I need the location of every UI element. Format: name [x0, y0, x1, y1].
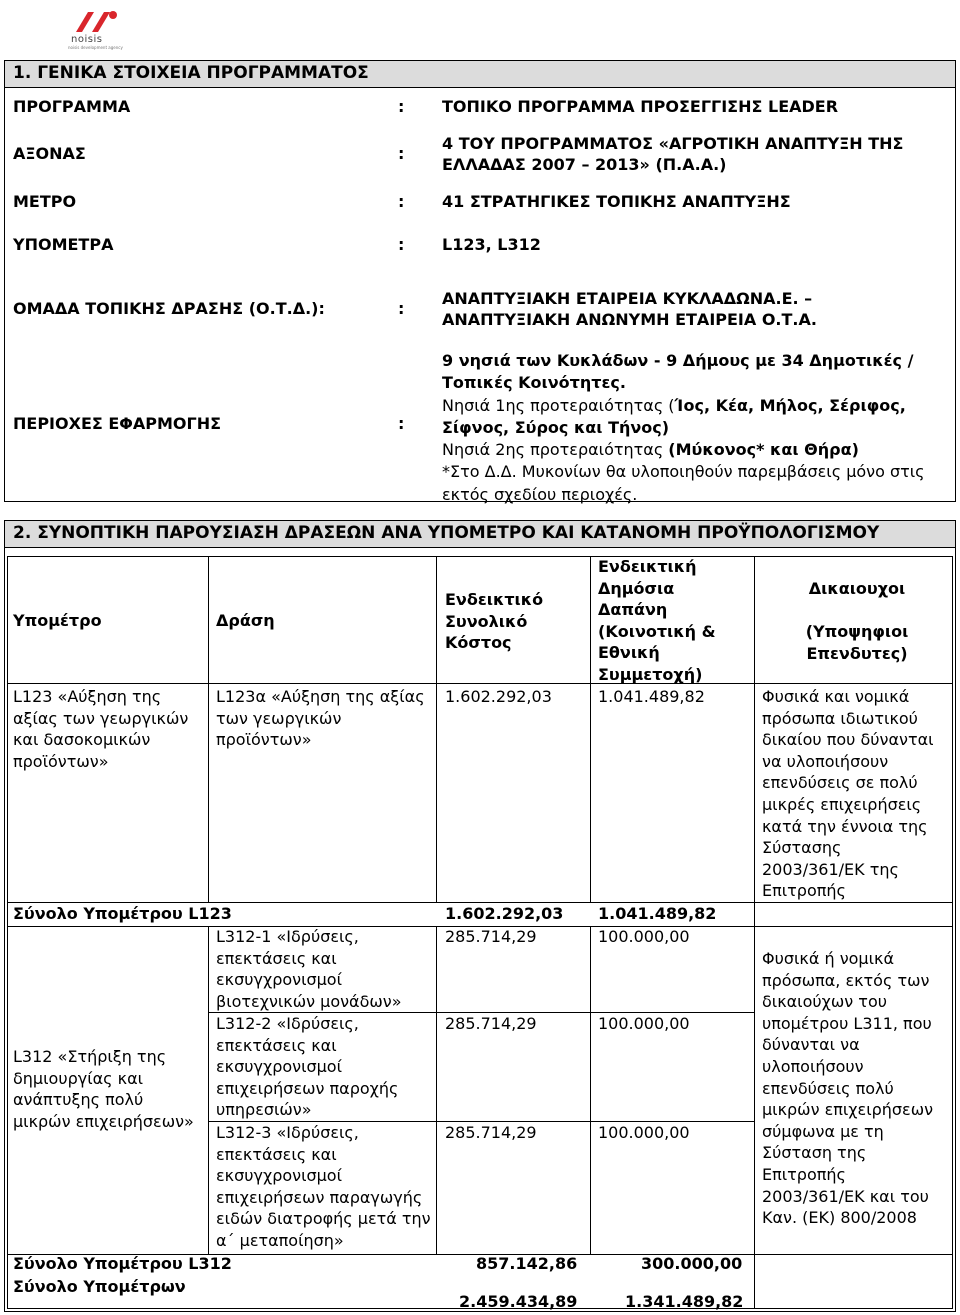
- text-line: κατά την έννοια της: [762, 816, 928, 836]
- text-line: L123α «Αύξηση της αξίας: [216, 687, 425, 706]
- text-line: μικρές επιχειρήσεις: [762, 794, 922, 814]
- value-submeasures: L123, L312: [442, 235, 541, 254]
- value-lag-line2: ΑΝΑΠΤΥΞΙΑΚΗ ΑΝΩΝΥΜΗ ΕΤΑΙΡΕΙΑ Ο.Τ.Α.: [442, 310, 817, 329]
- header-action: Δράση: [216, 611, 275, 630]
- label-program: ΠΡΟΓΡΑΜΜΑ: [13, 97, 131, 116]
- l312-2-action: [216, 1013, 398, 1121]
- text-line: βιοτεχνικών μονάδων»: [216, 991, 402, 1011]
- sep-lag: :: [398, 299, 405, 318]
- area-note-line2: εκτός σχεδίου περιοχές.: [442, 484, 638, 504]
- priority2-islands: (Μύκονος* και Θήρα): [668, 440, 859, 460]
- header-submeasure: Υπομέτρο: [13, 611, 102, 630]
- l123-subtotal-cost: 1.602.292,03: [445, 904, 564, 923]
- l312-beneficiaries: [762, 948, 933, 1229]
- header-beneficiaries-line: (Υποψηφιοι: [805, 622, 909, 642]
- sep-area: :: [398, 414, 405, 433]
- text-line: α΄ μεταποίηση»: [216, 1230, 344, 1250]
- header-public-expense: [598, 556, 716, 686]
- text-line: δημιουργίας και: [13, 1068, 144, 1088]
- label-lag: ΟΜΑΔΑ ΤΟΠΙΚΗΣ ΔΡΑΣΗΣ (Ο.Τ.Δ.):: [13, 299, 325, 318]
- text-line: αξίας των γεωργικών: [13, 708, 189, 728]
- priority1-text: Νησιά 1ης προτεραιότητας (: [442, 395, 675, 415]
- text-line: μικρών επιχειρήσεων»: [13, 1111, 194, 1131]
- value-program: ΤΟΠΙΚΟ ΠΡΟΓΡΑΜΜΑ ΠΡΟΣΕΓΓΙΣΗΣ LEADER: [442, 97, 839, 116]
- header-total-cost-line: Συνολικό: [445, 611, 528, 631]
- sep-program: :: [398, 97, 405, 116]
- area-note-line1: *Στο Δ.Δ. Μυκονίων θα υλοποιηθούν παρεμβάσεις μόνο στις: [442, 462, 925, 482]
- priority2-text: Νησιά 2ης προτεραιότητας: [442, 440, 669, 460]
- text-line: υπηρεσιών»: [216, 1100, 312, 1120]
- l312-3-action: [216, 1122, 431, 1252]
- value-axis-line1: 4 ΤΟΥ ΠΡΟΓΡΑΜΜΑΤΟΣ «ΑΓΡΟΤΙΚΗ ΑΝΑΠΤΥΞΗ ΤΗΣ: [442, 134, 904, 153]
- text-line: δύνανται να: [762, 1035, 860, 1055]
- l123-submeasure: [13, 686, 188, 772]
- header-beneficiaries-line: Δικαιουχοι: [808, 579, 906, 598]
- l312-subtotal-public: 300.000,00: [641, 1254, 743, 1273]
- l123-action: [216, 686, 425, 751]
- grid-line: [7, 556, 8, 1308]
- header-public-expense-line: Ενδεικτική: [598, 557, 697, 576]
- text-line: 2003/361/ΕΚ της: [762, 859, 899, 879]
- l312-2-total-cost: 285.714,29: [445, 1014, 537, 1033]
- grid-line: [590, 926, 591, 1254]
- area-description: [442, 350, 952, 506]
- grid-line: [7, 683, 953, 684]
- text-line: Επιτροπής: [762, 1164, 846, 1184]
- l123-subtotal-label: Σύνολο Υπομέτρου L123: [13, 904, 232, 923]
- l312-3-public-expense: 100.000,00: [598, 1123, 690, 1142]
- value-lag-line1: ΑΝΑΠΤΥΞΙΑΚΗ ΕΤΑΙΡΕΙΑ ΚΥΚΛΑΔΩΝΑ.Ε. –: [442, 289, 813, 308]
- text-line: εκσυγχρονισμοί: [216, 970, 343, 990]
- text-line: να υλοποιήσουν: [762, 751, 889, 771]
- l123-beneficiaries: [762, 686, 934, 902]
- l312-2-public-expense: 100.000,00: [598, 1014, 690, 1033]
- l123-total-cost: 1.602.292,03: [445, 687, 552, 706]
- l312-1-total-cost: 285.714,29: [445, 927, 537, 946]
- label-area: ΠΕΡΙΟΧΕΣ ΕΦΑΡΜΟΓΗΣ: [13, 414, 222, 433]
- text-line: των γεωργικών: [216, 708, 342, 728]
- grand-total-label: Σύνολο Υπομέτρων: [13, 1277, 186, 1296]
- text-line: δικαιούχων του: [762, 992, 887, 1012]
- label-axis: ΑΞΟΝΑΣ: [13, 144, 86, 163]
- text-line: προϊόντων»: [13, 751, 109, 771]
- l123-subtotal-public: 1.041.489,82: [598, 904, 717, 923]
- header-public-expense-line: Εθνική: [598, 643, 660, 663]
- text-line: εκσυγχρονισμοί: [216, 1166, 343, 1186]
- text-line: πρόσωπα ιδιωτικού: [762, 708, 918, 728]
- text-line: πρόσωπα, εκτός των: [762, 970, 930, 990]
- text-line: επεκτάσεις και: [216, 1144, 337, 1164]
- sep-axis: :: [398, 144, 405, 163]
- logo-tagline: noisis development agency: [68, 45, 123, 50]
- grand-total-public: 1.341.489,82: [625, 1292, 744, 1311]
- text-line: μικρών επιχειρήσεων: [762, 1100, 934, 1120]
- grid-line: [436, 926, 437, 1254]
- header-public-expense-line: Δαπάνη: [598, 600, 668, 620]
- logo-name: noisis: [71, 34, 103, 45]
- grid-line: [7, 556, 953, 557]
- header-total-cost-line: Κόστος: [445, 633, 512, 653]
- priority1-islands-b: Σίφνος, Σύρος και Τήνος): [442, 417, 670, 437]
- text-line: Φυσικά ή νομικά: [762, 949, 894, 968]
- grand-total-cost: 2.459.434,89: [459, 1292, 578, 1311]
- text-line: επεκτάσεις και: [216, 1035, 337, 1055]
- label-submeasures: ΥΠΟΜΕΤΡΑ: [13, 235, 114, 254]
- sep-submeasures: :: [398, 235, 405, 254]
- text-line: Καν. (ΕΚ) 800/2008: [762, 1208, 917, 1228]
- text-line: L312-1 «Ιδρύσεις,: [216, 927, 359, 946]
- grid-line: [590, 556, 591, 902]
- l312-1-action: [216, 926, 402, 1012]
- text-line: L312-2 «Ιδρύσεις,: [216, 1014, 359, 1033]
- text-line: σύμφωνα με τη: [762, 1121, 884, 1141]
- text-line: επενδύσεις σε πολύ: [762, 773, 918, 793]
- header-public-expense-line: Δημόσια: [598, 578, 675, 598]
- text-line: 2003/361/ΕΚ και του: [762, 1186, 929, 1206]
- text-line: και δασοκομικών: [13, 730, 151, 750]
- header-public-expense-line: Συμμετοχή): [598, 664, 703, 684]
- text-line: L312 «Στήριξη της: [13, 1047, 167, 1066]
- label-measure: ΜΕΤΡΟ: [13, 192, 77, 211]
- l312-submeasure: [13, 1046, 194, 1132]
- text-line: επιχειρήσεων παροχής: [216, 1078, 399, 1098]
- l312-subtotal-cost: 857.142,86: [476, 1254, 578, 1273]
- text-line: επενδύσεις πολύ: [762, 1078, 894, 1098]
- priority2: [442, 439, 952, 461]
- text-line: Φυσικά και νομικά: [762, 687, 910, 706]
- priority1: [442, 395, 952, 417]
- l312-subtotal-label: Σύνολο Υπομέτρου L312: [13, 1254, 232, 1273]
- header-public-expense-line: (Κοινοτική &: [598, 621, 716, 641]
- text-line: προϊόντων»: [216, 730, 312, 750]
- area-line1: 9 νησιά των Κυκλάδων - 9 Δήμους με 34 Δημοτικές /: [442, 351, 914, 370]
- grid-line: [208, 926, 209, 1254]
- value-measure: 41 ΣΤΡΑΤΗΓΙΚΕΣ ΤΟΠΙΚΗΣ ΑΝΑΠΤΥΞΗΣ: [442, 192, 791, 211]
- text-line: υλοποιήσουν: [762, 1056, 864, 1076]
- value-axis-line2: ΕΛΛΑΔΑΣ 2007 – 2013» (Π.Α.Α.): [442, 155, 727, 174]
- text-line: επιχειρήσεων παραγωγής: [216, 1187, 423, 1207]
- priority1-islands-a: Ίος, Κέα, Μήλος, Σέριφος,: [674, 395, 906, 415]
- text-line: Σύστασης: [762, 838, 842, 858]
- grid-line: [952, 556, 953, 1308]
- l123-public-expense: 1.041.489,82: [598, 687, 705, 706]
- l312-1-public-expense: 100.000,00: [598, 927, 690, 946]
- area-line2: Τοπικές Κοινότητες.: [442, 373, 626, 393]
- sep-measure: :: [398, 192, 405, 211]
- text-line: Επιτροπής: [762, 881, 846, 901]
- text-line: ειδών διατροφής μετά την: [216, 1209, 431, 1229]
- text-line: Σύσταση της: [762, 1143, 867, 1163]
- grid-line: [208, 556, 209, 902]
- grid-line: [436, 556, 437, 902]
- text-line: επεκτάσεις και: [216, 948, 337, 968]
- header-beneficiaries-line: Επενδυτες): [806, 643, 908, 663]
- l312-3-total-cost: 285.714,29: [445, 1123, 537, 1142]
- text-line: ανάπτυξης πολύ: [13, 1090, 144, 1110]
- text-line: υπομέτρου L311, που: [762, 1013, 932, 1033]
- text-line: δικαίου που δύνανται: [762, 730, 934, 750]
- grid-line: [754, 556, 755, 1308]
- section1-title: 1. ΓΕΝΙΚΑ ΣΤΟΙΧΕΙΑ ΠΡΟΓΡΑΜΜΑΤΟΣ: [13, 63, 369, 83]
- section2-title: 2. ΣΥΝΟΠΤΙΚΗ ΠΑΡΟΥΣΙΑΣΗ ΔΡΑΣΕΩΝ ΑΝΑ ΥΠΟΜΕΤΡΟ ΚΑΙ ΚΑΤΑΝΟΜΗ ΠΡΟΫΠΟΛΟΓΙΣΜΟΥ: [13, 523, 880, 543]
- text-line: L312-3 «Ιδρύσεις,: [216, 1123, 359, 1142]
- header-total-cost: [445, 589, 543, 654]
- header-beneficiaries: [762, 578, 952, 664]
- text-line: εκσυγχρονισμοί: [216, 1057, 343, 1077]
- text-line: L123 «Αύξηση της: [13, 687, 162, 706]
- header-total-cost-line: Ενδεικτικό: [445, 590, 544, 609]
